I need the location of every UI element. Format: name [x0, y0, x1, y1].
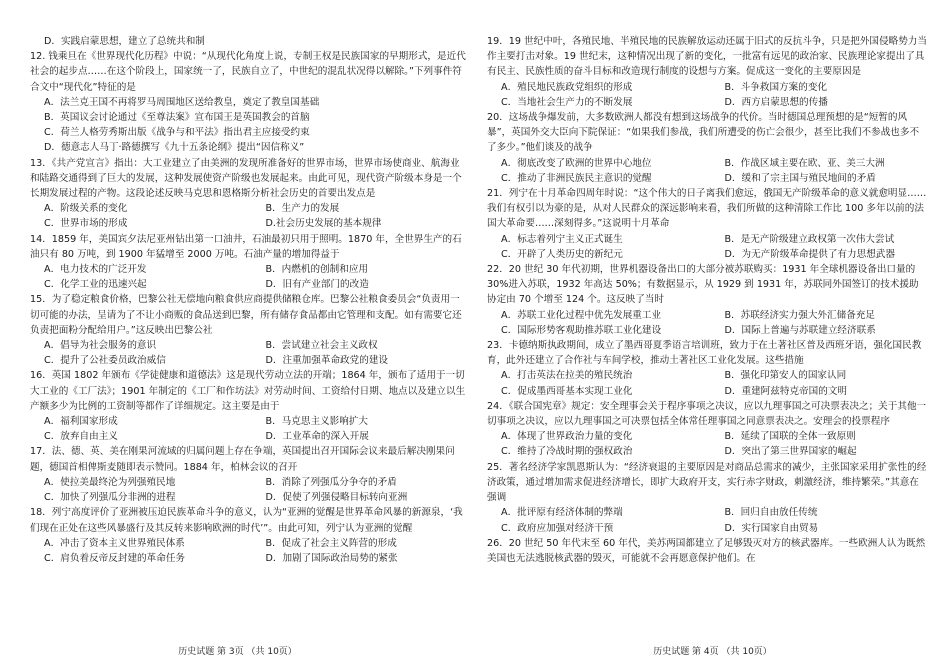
question-block	[487, 186, 928, 262]
option-list	[30, 414, 467, 444]
answer-option: A．使拉美最终沦为列强殖民地	[44, 476, 176, 488]
answer-option: C．促成墨西哥基本实现工业化	[501, 385, 633, 397]
answer-option: A．批评原有经济体制的弊端	[501, 507, 623, 519]
answer-option: C．国际形势客观助推苏联工业化建设	[501, 324, 662, 336]
question-stem: 17．法、德、英、美在刚果河流域的归属问题上存在争端，英国提出召开国际会议来最后解决刚果问题，德国首相俾斯麦随即表示赞同。1884 年，柏林会议的召开	[30, 446, 455, 473]
answer-option: B．斗争救国方案的变化	[724, 81, 828, 93]
question-block	[487, 338, 928, 399]
answer-option: D．实行国家自由贸易	[724, 522, 819, 534]
answer-option: B．是无产阶级建立政权第一次伟大尝试	[724, 233, 895, 245]
question-block	[30, 505, 467, 566]
answer-option: C．化学工业的迅速兴起	[44, 279, 147, 291]
question-stem: 16．英国 1802 年颁布《学徒健康和道德法》这是现代劳动立法的开端；1864 年，颁布了适用于一切大工业的《工厂法》；1901 年制定的《工厂和作坊法》对劳动时间、工资给付日期、地点以及建立以生产额多少为比例的工资制等都作了详细规定。这主要是由于	[30, 370, 466, 412]
option-list	[30, 536, 467, 566]
answer-option: A．标志着列宁主义正式诞生	[501, 233, 623, 245]
answer-option: B．强化印第安人的国家认同	[724, 370, 847, 382]
question-stem: 12. 钱乘旦在《世界现代化历程》中说：“从现代化角度上说，专制王权是民族国家的早期形式，是近代社会的起步点……在这个阶段上，国家统一了，民族自立了，中世纪的混乱状况得以解除。”下列事件符合文中“现代化”特征的是	[30, 51, 466, 93]
answer-option: A．阶级关系的变化	[44, 203, 128, 215]
answer-option: B．尝试建立社会主义政权	[265, 340, 378, 352]
answer-option: C．当地社会生产力的不断发展	[501, 96, 633, 108]
answer-option: A．殖民地民族政党组织的形成	[501, 81, 633, 93]
question-block	[30, 232, 467, 293]
answer-option: A．苏联工业化过程中优先发展重工业	[501, 309, 662, 321]
answer-option: B．作战区域主要在欧、亚、美三大洲	[724, 157, 885, 169]
left-question-list	[30, 49, 467, 566]
option-list	[487, 505, 928, 535]
answer-option: C．开辟了人类历史的新纪元	[501, 248, 623, 260]
answer-option: D．西方启蒙思想的传播	[724, 96, 828, 108]
question-block	[487, 110, 928, 186]
answer-option: B．回归自由放任传统	[724, 507, 818, 519]
answer-option: D．注重加强革命政党的建设	[265, 355, 389, 367]
answer-option: B．马克思主义影响扩大	[265, 416, 369, 428]
answer-option: C．推动了非洲民族民主意识的觉醒	[501, 172, 652, 184]
answer-option: B．苏联经济实力强大外汇储备充足	[724, 309, 875, 321]
option-list	[30, 201, 467, 231]
question-block	[487, 536, 928, 566]
answer-option: D．缓和了宗主国与殖民地间的矛盾	[724, 172, 876, 184]
answer-option: C．放弃自由主义	[44, 431, 118, 443]
answer-option: B．延续了国联的全体一致原则	[724, 431, 856, 443]
question-stem: 24．《联合国宪章》规定：安全理事会关于程序事项之决议，应以九理事国之可决票表决之；关于其他一切事项之决议，应以九理事国之可决票包括全体常任理事国之同意票表决之。安理会的投票程序	[487, 400, 927, 428]
question-stem: 21．列宁在十月革命四周年时说：“这个伟大的日子离我们愈远，俄国无产阶级革命的意义就愈明显……我们有权引以为豪的是，从对人民群众的深远影响来看，我们所做的这种清除工作比 100 多年以前的法国大革命要……深刻得多。”这说明十月革命	[487, 188, 927, 230]
answer-option: D．国际上普遍与苏联建立经济联系	[724, 324, 876, 336]
option-list	[30, 475, 467, 505]
answer-option: D．促使了列强侵略目标转向亚洲	[265, 492, 408, 504]
option-list	[487, 429, 928, 459]
right-page	[475, 0, 950, 671]
question-11-option-d	[30, 34, 467, 49]
question-block	[487, 460, 928, 536]
question-block	[487, 262, 928, 338]
answer-option: B．消除了列强瓜分争夺的矛盾	[265, 476, 397, 488]
answer-option: D．德意志人马丁·路德撰写《九十五条论纲》提出“因信称义”	[44, 142, 305, 154]
answer-option: B．内燃机的创制和应用	[265, 264, 369, 276]
question-stem: 20．这场战争爆发前，大多数欧洲人都没有想到这场战争的代价。当时德国总理预想的是“短暂的风暴”，英国外交大臣向下院保证：“如果我们参战，我们所遭受的伤亡会很少，甚至比我们不参战也多不了多少。”他们谈及的战争	[487, 112, 920, 154]
answer-option: D．工业革命的深入开展	[265, 431, 369, 443]
option-list	[487, 80, 928, 110]
answer-option: D．加剧了国际政治局势的紧张	[265, 552, 398, 564]
question-block	[30, 49, 467, 155]
question-block	[30, 368, 467, 444]
answer-option: D．突出了第三世界国家的崛起	[724, 446, 857, 458]
answer-option: C．提升了公社委员政治威信	[44, 355, 166, 367]
answer-option: D．重建阿兹特克帝国的文明	[724, 385, 848, 397]
question-stem: 15．为了稳定粮食价格，巴黎公社无偿地向粮食供应商提供储粮仓库。巴黎公社粮食委员会“负责用一切可能的办法，呈请为了不让小商贩的食品送到巴黎，所有储存食品都由它管理和支配。如有需要它还负责把面粉分配给用户。”这反映出巴黎公社	[30, 294, 462, 336]
answer-option: C．维持了冷战时期的强权政治	[501, 446, 633, 458]
answer-option: A．电力技术的广泛开发	[44, 264, 147, 276]
question-block	[30, 156, 467, 232]
answer-option: A．冲击了资本主义世界殖民体系	[44, 537, 185, 549]
answer-option: D．为无产阶级革命提供了有力思想武器	[724, 248, 895, 260]
answer-option: D.社会历史发展的基本规律	[265, 218, 382, 230]
question-stem: 26．20 世纪 50 年代末至 60 年代，美苏两国都建立了足够毁灭对方的核武器库。一些欧洲人认为既然美国也无法逃脱核武器的毁灭，可能就不会再愿意保护他们。在	[487, 537, 926, 564]
question-block	[30, 292, 467, 368]
answer-option: C．荷兰人格劳秀斯出版《战争与和平法》指出君主应接受约束	[44, 127, 310, 139]
question-block	[487, 34, 928, 110]
question-block	[30, 444, 467, 505]
question-stem: 23．卡德纳斯执政期间，成立了墨西哥夏季语言培训班，致力于在土著社区普及西班牙语，强化国民教育，此外还建立了合作社与车间学校，推动土著社区工业化发展。这些措施	[487, 340, 922, 367]
question-stem: 25．著名经济学家凯恩斯认为：“经济衰退的主要原因是对商品总需求的减少，主张国家采用扩张性的经济政策，通过增加需求促进经济增长，即扩大政府开支，实行赤字财政，刺激经济，维持繁荣。”其意在强调	[487, 461, 927, 504]
right-page-footer: 历史试题 第 4页 （共 10页）	[653, 647, 772, 657]
option-list	[487, 368, 928, 398]
option-list	[30, 262, 467, 292]
answer-option: A．福利国家形成	[44, 416, 118, 428]
question-stem: 22．20 世纪 30 年代初期，世界机器设备出口的大部分被苏联购买：1931 年全球机器设备出口量的 30%进入苏联，1932 年高达 50%；有数据显示，从 1929 到 1931 年，苏联同外国签订的技术援助协定由 70 个增至 124 个。这反映了当时	[487, 264, 919, 306]
option-list	[487, 156, 928, 186]
answer-option: A．体现了世界政治力量的变化	[501, 431, 633, 443]
answer-option: C．肩负着反帝反封建的革命任务	[44, 552, 186, 564]
question-stem: 18．列宁高度评价了亚洲被压迫民族革命斗争的意义，认为“亚洲的觉醒是世界革命风暴的新源泉，‘我们现在正处在这些风暴盛行及其反转来影响欧洲的时代’”。由此可知，列宁认为亚洲的觉醒	[30, 507, 463, 534]
answer-option: A．法兰克王国不再将罗马周围地区送给教皇，奠定了教皇国基础	[44, 96, 320, 108]
answer-option: C．政府应加强对经济干预	[501, 522, 614, 534]
option-list	[30, 338, 467, 368]
question-stem: 14．1859 年，美国宾夕法尼亚州钻出第一口油井，石油最初只用于照明。1870 年，全世界生产的石油只有 80 万吨，到 1900 年猛增至 2000 万吨。石油产量的增加得益于	[30, 233, 462, 260]
answer-option: D．旧有产业部门的改造	[265, 279, 369, 291]
left-page-footer: 历史试题 第 3页 （共 10页）	[178, 647, 297, 657]
option-list	[30, 95, 467, 156]
question-block	[487, 399, 928, 460]
answer-option: B．生产力的发展	[265, 203, 340, 215]
answer-option: A．彻底改变了欧洲的世界中心地位	[501, 157, 652, 169]
answer-option: A．打击英法在拉美的殖民统治	[501, 370, 633, 382]
answer-option: B．英国议会讨论通过《至尊法案》宣布国王是英国教会的首脑	[44, 112, 310, 124]
question-stem: 19．19 世纪中叶，各殖民地、半殖民地的民族解放运动还属于旧式的反抗斗争，只是把外国侵略势力当作主要打击对象。19 世纪末，这种情况出现了新的变化，一批富有远见的政治家、民族理论家提出了具有民主、民族性质的奋斗目标和改造现行制度的设想与方案。促成这一变化的主要原因是	[487, 36, 927, 78]
lead-option: D．实践启蒙思想，建立了总统共和制	[44, 36, 205, 47]
answer-option: C．世界市场的形成	[44, 218, 128, 230]
right-question-list	[487, 34, 928, 566]
answer-option: A．倡导为社会服务的意识	[44, 340, 157, 352]
answer-option: C．加快了列强瓜分非洲的进程	[44, 492, 176, 504]
answer-option: B．促成了社会主义阵营的形成	[265, 537, 397, 549]
question-stem: 13．《共产党宣言》指出：大工业建立了由美洲的发现所准备好的世界市场，世界市场使商业、航海业和陆路交通得到了巨大的发展，这种发展使资产阶级也发展起来。由此可见，现代资产阶级本身是一个长期发展过程的产物。这段论述反映马克思和恩格斯分析社会历史的首要出发点是	[30, 157, 462, 200]
option-list	[487, 308, 928, 338]
option-list	[487, 232, 928, 262]
